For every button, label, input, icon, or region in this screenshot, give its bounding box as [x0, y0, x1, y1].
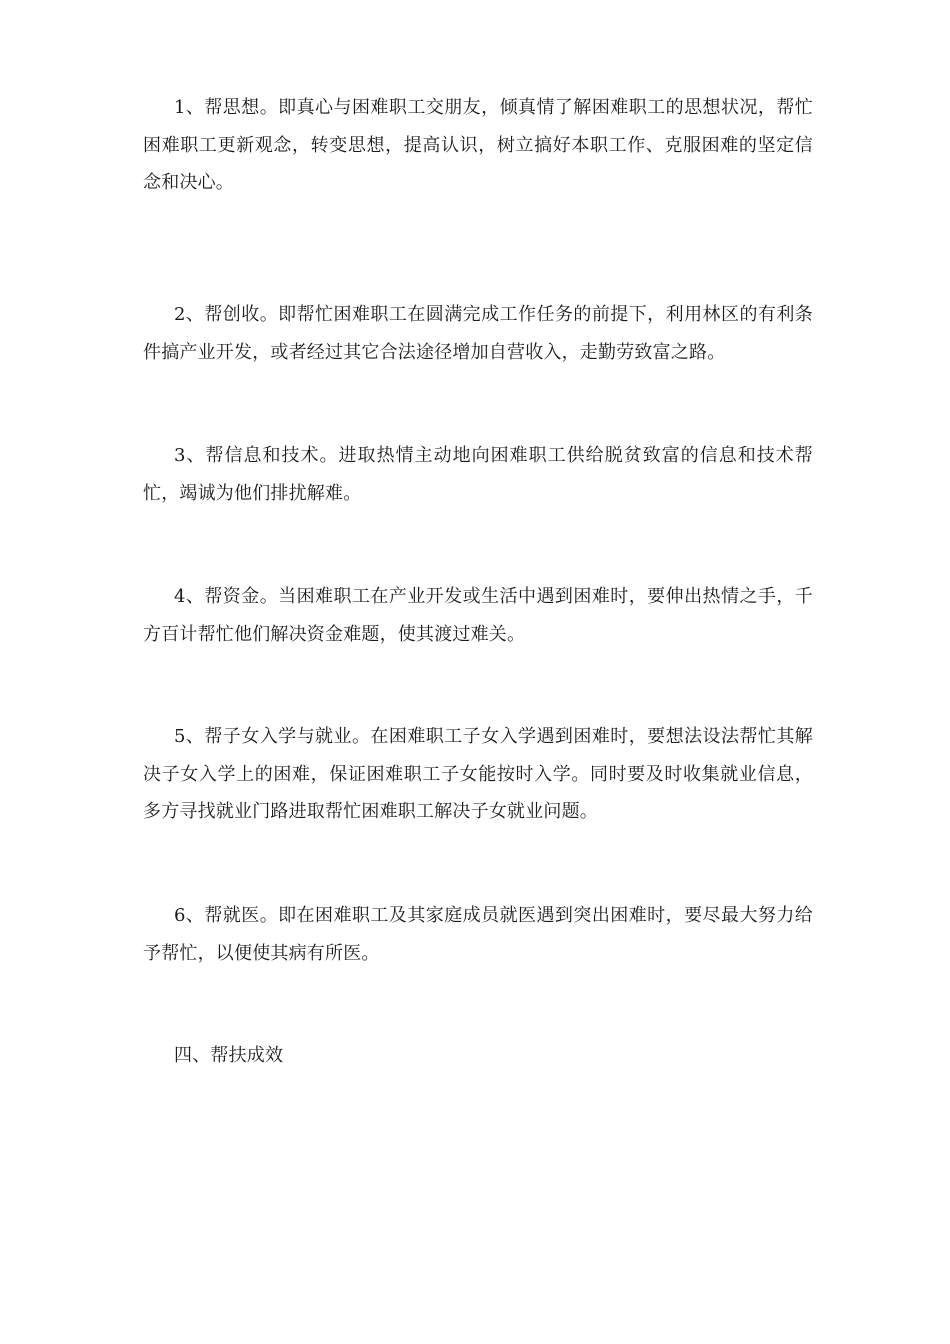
paragraph-help-medical: 6、帮就医。即在困难职工及其家庭成员就医遇到突出困难时，要尽最大努力给予帮忙，以便使其病有所医。: [143, 905, 813, 964]
section-heading-results: 四、帮扶成效: [174, 1045, 284, 1066]
paragraph-help-income: 2、帮创收。即帮忙困难职工在圆满完成工作任务的前提下，利用林区的有利条件搞产业开发，或者经过其它合法途径增加自营收入，走勤劳致富之路。: [143, 304, 813, 363]
paragraph-help-thinking: 1、帮思想。即真心与困难职工交朋友，倾真情了解困难职工的思想状况，帮忙困难职工更新观念，转变思想，提高认识，树立搞好本职工作、克服困难的坚定信念和决心。: [143, 97, 813, 193]
paragraph-help-education-employment: 5、帮子女入学与就业。在困难职工子女入学遇到困难时，要想法设法帮忙其解决子女入学上的困难，保证困难职工子女能按时入学。同时要及时收集就业信息，多方寻找就业门路进取帮忙困难职工解决子女就业问题。: [143, 726, 813, 822]
paragraph-help-information-technology: 3、帮信息和技术。进取热情主动地向困难职工供给脱贫致富的信息和技术帮忙，竭诚为他们排扰解难。: [143, 445, 813, 504]
paragraph-help-funding: 4、帮资金。当困难职工在产业开发或生活中遇到困难时，要伸出热情之手，千方百计帮忙他们解决资金难题，使其渡过难关。: [143, 586, 813, 645]
